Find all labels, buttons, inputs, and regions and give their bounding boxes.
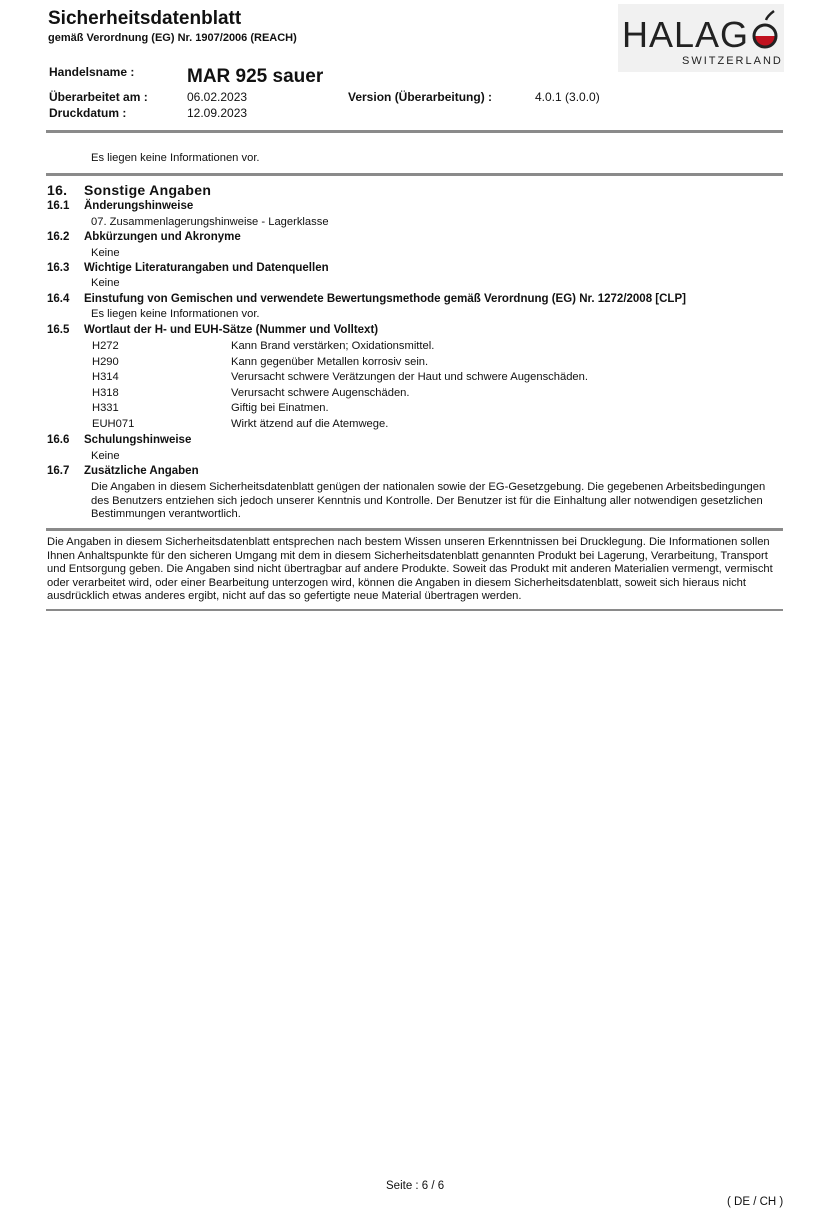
h-statement-code: H314 — [92, 371, 119, 383]
subsection-title: Einstufung von Gemischen und verwendete Bewertungsmethode gemäß Verordnung (EG) Nr. 1272/2008 [CLP] — [84, 293, 686, 305]
version-value: 4.0.1 (3.0.0) — [535, 90, 600, 104]
revised-date: 06.02.2023 — [187, 90, 248, 104]
subsection-title: Wortlaut der H- und EUH-Sätze (Nummer und Volltext) — [84, 324, 379, 336]
subsection-number: 16.1 — [47, 200, 70, 212]
logo-flask-icon — [750, 8, 780, 52]
section-number: 16. — [47, 182, 68, 198]
additional-info-text: Die Angaben in diesem Sicherheitsdatenblatt genügen der nationalen sowie der EG-Gesetzgebung. Die gegebenen Arbeitsbedingungen des Benutzers entziehen sich jedoch unserer Kenntnis und Kontrolle. Der Benutzer ist für die Einhaltung aller notwendigen gesetzlichen Bestimmungen verantwortlich. — [91, 481, 766, 520]
trade-name-label: Handelsname : — [49, 65, 135, 79]
disclaimer-text: Die Angaben in diesem Sicherheitsdatenblatt entsprechen nach bestem Wissen unseren Erkenntnissen bei Drucklegung. Die Informationen sollen Ihnen Anhaltspunkte für den sicheren Umgang mit dem in diesem Sicherheitsdatenblatt genannten Produkt bei Lagerung, Verarbeitung, Transport und Entsorgung geben. Die Angaben sind nicht übertragbar auf andere Produkte. Soweit das Produkt mit anderen Materialien vermengt, vermischt oder verarbeitet wird, oder einer Bearbeitung unterzogen wird, können die Angaben in diesem Sicherheitsdatenblatt, soweit sich hieraus nicht ausdrücklich etwas anderes ergibt, nicht auf das so gefertigte neue Material übertragen werden. — [47, 536, 773, 602]
h-statement-code: H290 — [92, 356, 119, 368]
subsection-text: Keine — [91, 277, 120, 289]
subsection-number: 16.7 — [47, 465, 70, 477]
h-statement-text: Kann gegenüber Metallen korrosiv sein. — [231, 356, 429, 368]
subsection-number: 16.2 — [47, 231, 70, 243]
subsection-title: Wichtige Literaturangaben und Datenquellen — [84, 262, 329, 274]
h-statement-text: Kann Brand verstärken; Oxidationsmittel. — [231, 340, 435, 352]
subsection-text: Keine — [91, 450, 120, 462]
disclaimer-divider-top — [46, 528, 783, 531]
logo-wordmark: HALAG — [622, 14, 750, 55]
revised-label: Überarbeitet am : — [49, 90, 148, 104]
print-date: 12.09.2023 — [187, 106, 248, 120]
subsection-number: 16.4 — [47, 293, 70, 305]
document-title: Sicherheitsdatenblatt — [48, 8, 242, 29]
product-name: MAR 925 sauer — [187, 66, 324, 87]
company-logo — [618, 4, 784, 72]
disclaimer-divider-bottom — [46, 609, 783, 611]
print-date-label: Druckdatum : — [49, 106, 127, 120]
document-subtitle: gemäß Verordnung (EG) Nr. 1907/2006 (REACH) — [48, 32, 297, 44]
logo-country: SWITZERLAND — [682, 55, 783, 67]
subsection-text: Es liegen keine Informationen vor. — [91, 308, 260, 320]
h-statement-text: Verursacht schwere Augenschäden. — [231, 387, 410, 399]
header-divider — [46, 130, 783, 133]
version-label: Version (Überarbeitung) : — [348, 90, 493, 104]
h-statement-text: Giftig bei Einatmen. — [231, 402, 329, 414]
page-number: Seite : 6 / 6 — [386, 1180, 445, 1192]
subsection-number: 16.3 — [47, 262, 70, 274]
subsection-title: Zusätzliche Angaben — [84, 465, 199, 477]
subsection-title: Änderungshinweise — [84, 200, 194, 212]
subsection-number: 16.5 — [47, 324, 70, 336]
subsection-title: Abkürzungen und Akronyme — [84, 231, 241, 243]
h-statement-code: H331 — [92, 402, 119, 414]
section-divider — [46, 173, 783, 176]
locale-code: ( DE / CH ) — [727, 1196, 784, 1208]
h-statement-code: H318 — [92, 387, 119, 399]
section-title: Sonstige Angaben — [84, 182, 212, 198]
intro-text: Es liegen keine Informationen vor. — [91, 152, 260, 164]
subsection-text: Keine — [91, 247, 120, 259]
subsection-text: 07. Zusammenlagerungshinweise - Lagerklasse — [91, 216, 329, 228]
subsection-number: 16.6 — [47, 434, 70, 446]
h-statement-text: Wirkt ätzend auf die Atemwege. — [231, 418, 389, 430]
h-statement-text: Verursacht schwere Verätzungen der Haut und schwere Augenschäden. — [231, 371, 588, 383]
h-statement-code: EUH071 — [92, 418, 135, 430]
subsection-title: Schulungshinweise — [84, 434, 192, 446]
h-statement-code: H272 — [92, 340, 119, 352]
